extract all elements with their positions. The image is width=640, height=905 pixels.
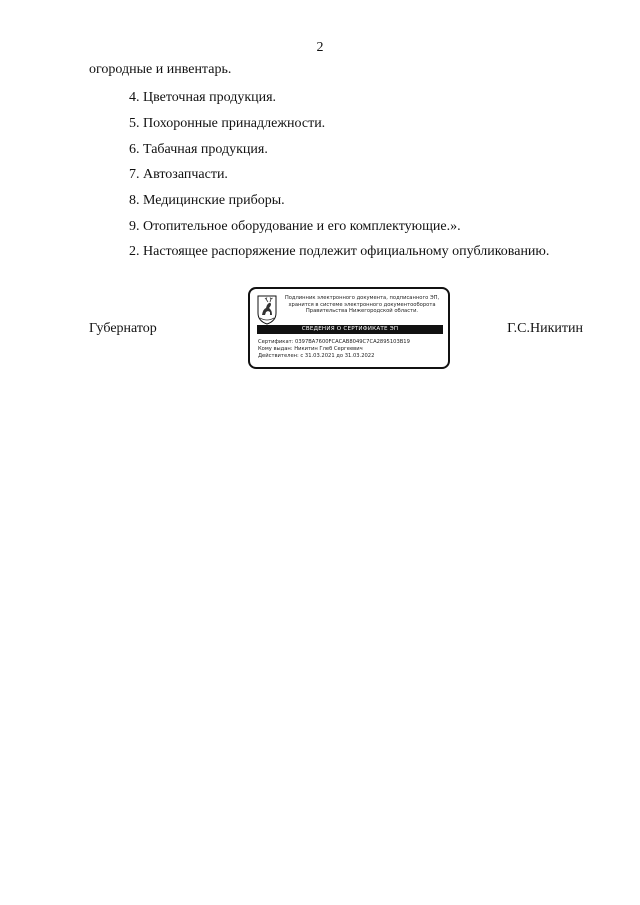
stamp-header-line: Правительства Нижегородской области.: [305, 308, 419, 315]
list-item: 4. Цветочная продукция.: [129, 90, 277, 105]
stamp-issued-to: Кому выдан: Никитин Глеб Сергеевич: [258, 346, 363, 352]
page-number: 2: [316, 40, 324, 55]
publication-clause: 2. Настоящее распоряжение подлежит официальному опубликованию.: [129, 244, 550, 259]
list-item: 8. Медицинские приборы.: [129, 193, 285, 208]
electronic-signature-stamp: [248, 287, 450, 369]
stamp-certificate-number: Сертификат: 0397BA7600FCACAB8049C7CA2895103B19: [258, 339, 410, 345]
stamp-header-line: Подлинник электронного документа, подписанного ЭП,: [284, 295, 440, 301]
signatory-title: Губернатор: [89, 321, 157, 336]
stamp-details: [258, 339, 444, 360]
list-item: 5. Похоронные принадлежности.: [129, 116, 326, 131]
stamp-header-line: хранится в системе электронного документооборота: [288, 301, 436, 308]
stamp-header: [278, 295, 446, 315]
stamp-validity: Действителен: с 31.03.2021 до 31.03.2022: [258, 353, 375, 359]
stamp-certificate-bar: СВЕДЕНИЯ О СЕРТИФИКАТЕ ЭП: [257, 325, 443, 334]
list-item: 6. Табачная продукция.: [129, 142, 268, 157]
coat-of-arms-icon: [257, 295, 277, 325]
list-item: 7. Автозапчасти.: [129, 167, 228, 182]
list-item: 9. Отопительное оборудование и его комплектующие.».: [129, 219, 461, 234]
signatory-name: Г.С.Никитин: [507, 321, 583, 336]
text-continuation: огородные и инвентарь.: [89, 62, 232, 77]
